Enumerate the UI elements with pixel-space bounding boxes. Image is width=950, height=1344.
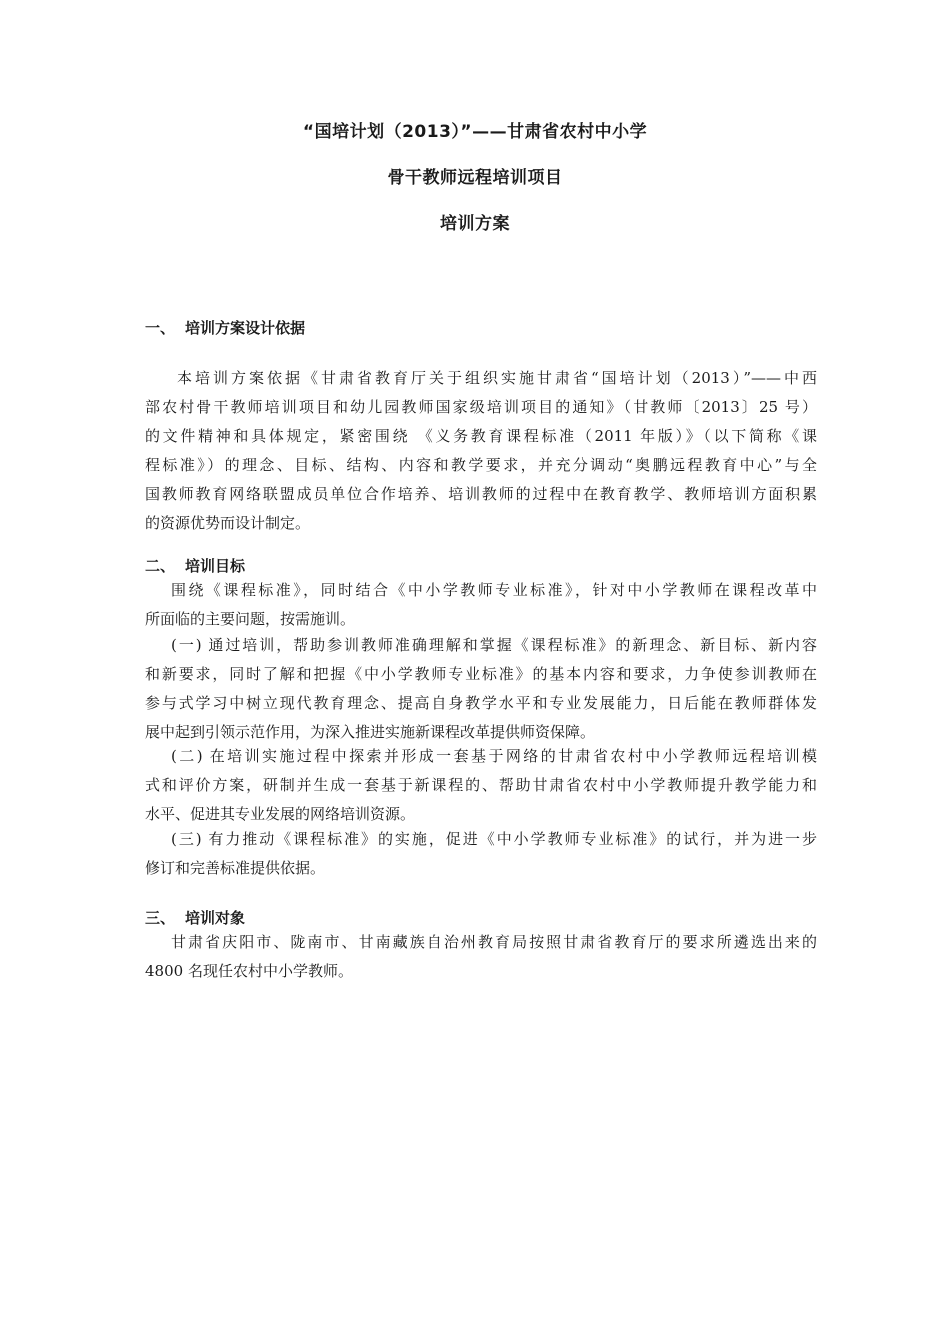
section-2-heading (145, 556, 245, 576)
section-2-number: 二、 (145, 557, 176, 575)
document-title-line-3: 培训方案 (440, 214, 510, 234)
paragraph-line: 甘肃省庆阳市、陇南市、甘南藏族自治州教育局按照甘肃省教育厅的要求所遴选出来的 (171, 933, 817, 951)
document-title-line-1: “国培计划（2013）”——甘肃省农村中小学 (302, 122, 648, 142)
section-2-item-3 (145, 825, 817, 883)
paragraph-line: 围绕《课程标准》，同时结合《中小学教师专业标准》，针对中小学教师在课程改革中 (171, 581, 817, 599)
paragraph-line: 国教师教育网络联盟成员单位合作培养、培训教师的过程中在教育教学、教师培训方面积累 (145, 485, 817, 503)
section-2-intro (145, 576, 817, 634)
section-1-heading (145, 318, 305, 338)
paragraph-line: 程标准》）的理念、目标、结构、内容和教学要求，并充分调动“奥鹏远程教育中心”与全 (145, 456, 817, 474)
paragraph-line: (一) 通过培训，帮助参训教师准确理解和掌握《课程标准》的新理念、新目标、新内容 (171, 636, 817, 654)
paragraph-line: (二) 在培训实施过程中探索并形成一套基于网络的甘肃省农村中小学教师远程培训模 (171, 747, 817, 765)
section-3-heading (145, 908, 245, 928)
paragraph-line: (三) 有力推动《课程标准》的实施，促进《中小学教师专业标准》的试行，并为进一步 (171, 830, 817, 848)
section-1-number: 一、 (145, 319, 176, 337)
paragraph-line: 修订和完善标准提供依据。 (145, 859, 326, 877)
section-2-item-1 (145, 631, 817, 747)
paragraph-line: 和新要求，同时了解和把握《中小学教师专业标准》的基本内容和要求，力争使参训教师在 (145, 665, 817, 683)
section-1-paragraph (145, 364, 817, 538)
section-3-number: 三、 (145, 909, 176, 927)
section-1-title: 培训方案设计依据 (185, 319, 306, 337)
section-3-title: 培训对象 (185, 909, 246, 927)
paragraph-line: 展中起到引领示范作用，为深入推进实施新课程改革提供师资保障。 (145, 723, 596, 741)
document-title-line-2: 骨干教师远程培训项目 (387, 168, 563, 188)
paragraph-line: 水平、促进其专业发展的网络培训资源。 (145, 805, 416, 823)
section-2-title: 培训目标 (185, 557, 246, 575)
paragraph-line: 所面临的主要问题，按需施训。 (145, 610, 356, 628)
section-2-item-2 (145, 742, 817, 829)
paragraph-line: 的资源优势而设计制定。 (145, 514, 311, 532)
paragraph-line: 部农村骨干教师培训项目和幼儿园教师国家级培训项目的通知》（甘教师〔2013〕25 号） (145, 398, 817, 416)
paragraph-line: 参与式学习中树立现代教育理念、提高自身教学水平和专业发展能力，日后能在教师群体发 (145, 694, 817, 712)
paragraph-line: 的文件精神和具体规定，紧密围绕 《义务教育课程标准（2011 年版）》（以下简称《课 (145, 427, 817, 445)
paragraph-line: 4800 名现任农村中小学教师。 (145, 962, 353, 980)
section-3-paragraph (145, 928, 817, 986)
paragraph-line: 式和评价方案，研制并生成一套基于新课程的、帮助甘肃省农村中小学教师提升教学能力和 (145, 776, 817, 794)
paragraph-line: 本培训方案依据《甘肃省教育厅关于组织实施甘肃省“国培计划（2013）”——中西 (177, 369, 817, 387)
